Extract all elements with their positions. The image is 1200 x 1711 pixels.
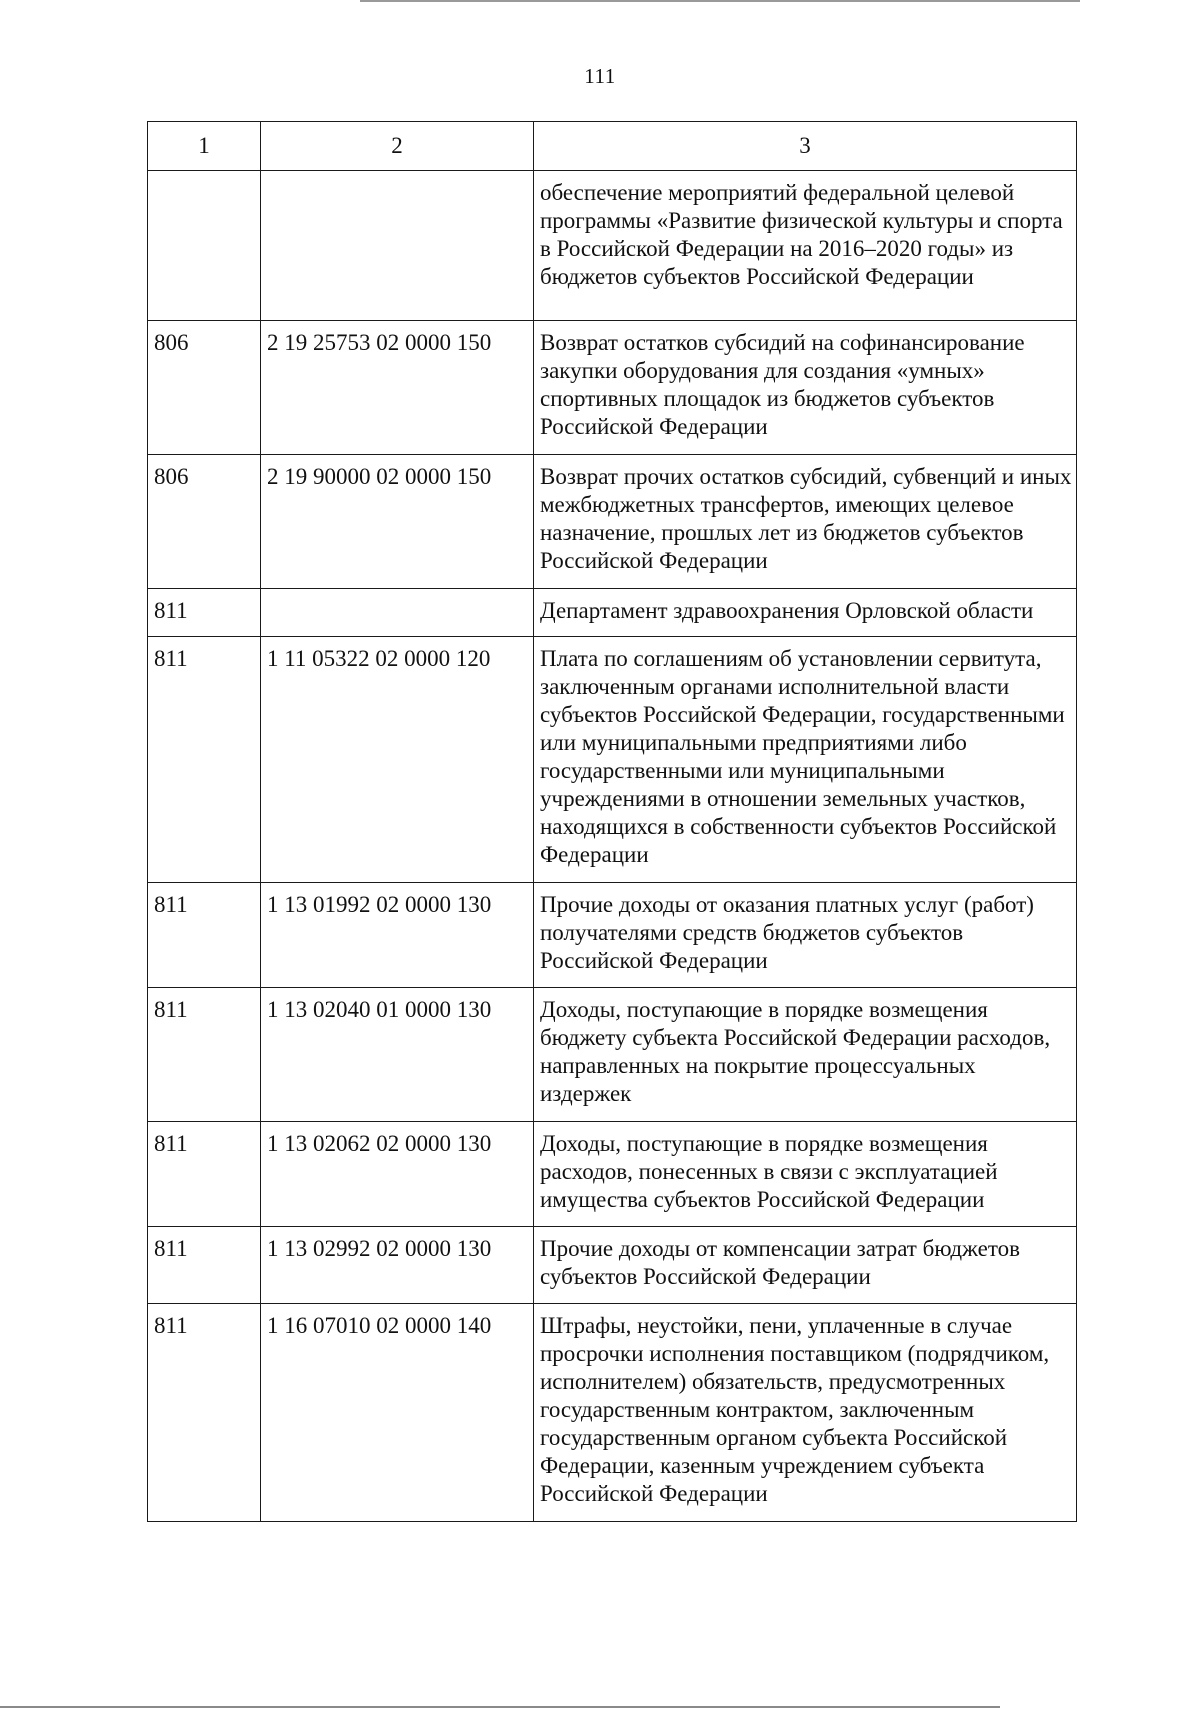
table-row xyxy=(148,1227,1077,1304)
revenue-code-cell: 2 19 90000 02 0000 150 xyxy=(261,455,534,589)
revenue-code-cell: 2 19 25753 02 0000 150 xyxy=(261,321,534,455)
admin-code-cell: 811 xyxy=(148,637,261,883)
table-row xyxy=(148,171,1077,321)
scan-bottom-edge xyxy=(0,1706,1000,1708)
admin-code-cell: 811 xyxy=(148,1227,261,1304)
revenue-code-cell: 1 13 02062 02 0000 130 xyxy=(261,1122,534,1227)
admin-code-cell: 811 xyxy=(148,988,261,1122)
description-cell: Возврат прочих остатков субсидий, субвенций и иных межбюджетных трансфертов, имеющих целевое назначение, прошлых лет из бюджетов субъектов Российской Федерации xyxy=(534,455,1077,589)
table-row xyxy=(148,589,1077,637)
admin-code-cell xyxy=(148,171,261,321)
column-header-1: 1 xyxy=(148,122,261,171)
description-cell: Прочие доходы от компенсации затрат бюджетов субъектов Российской Федерации xyxy=(534,1227,1077,1304)
table-row xyxy=(148,321,1077,455)
table-row xyxy=(148,1122,1077,1227)
table-row xyxy=(148,455,1077,589)
admin-code-cell: 806 xyxy=(148,321,261,455)
scan-top-edge xyxy=(360,0,1080,2)
department-name-cell: Департамент здравоохранения Орловской области xyxy=(534,589,1077,637)
revenue-code-cell xyxy=(261,589,534,637)
revenue-code-cell: 1 13 02040 01 0000 130 xyxy=(261,988,534,1122)
revenue-code-cell: 1 13 02992 02 0000 130 xyxy=(261,1227,534,1304)
admin-code-cell: 811 xyxy=(148,883,261,988)
table-header-row xyxy=(148,122,1077,171)
table-row xyxy=(148,637,1077,883)
admin-code-cell: 811 xyxy=(148,589,261,637)
column-header-3: 3 xyxy=(534,122,1077,171)
admin-code-cell: 811 xyxy=(148,1304,261,1522)
revenue-codes-table xyxy=(147,121,1077,1522)
page-number: 111 xyxy=(584,64,616,88)
table-row xyxy=(148,988,1077,1122)
description-cell: Доходы, поступающие в порядке возмещения расходов, понесенных в связи с эксплуатацией имущества субъектов Российской Федерации xyxy=(534,1122,1077,1227)
description-cell: Возврат остатков субсидий на софинансирование закупки оборудования для создания «умных» спортивных площадок из бюджетов субъектов Российской Федерации xyxy=(534,321,1077,455)
admin-code-cell: 811 xyxy=(148,1122,261,1227)
description-cell: обеспечение мероприятий федеральной целевой программы «Развитие физической культуры и спорта в Российской Федерации на 2016–2020 годы» из бюджетов субъектов Российской Федерации xyxy=(534,171,1077,321)
revenue-code-cell: 1 13 01992 02 0000 130 xyxy=(261,883,534,988)
admin-code-cell: 806 xyxy=(148,455,261,589)
description-cell: Плата по соглашениям об установлении сервитута, заключенным органами исполнительной власти субъектов Российской Федерации, государственными или муниципальными предприятиями либо государственными или муниципальными учреждениями в отношении земельных участков, находящихся в собственности субъектов Российской Федерации xyxy=(534,637,1077,883)
revenue-code-cell xyxy=(261,171,534,321)
description-cell: Штрафы, неустойки, пени, уплаченные в случае просрочки исполнения поставщиком (подрядчиком, исполнителем) обязательств, предусмотренных государственным контрактом, заключенным государственным органом субъекта Российской Федерации, казенным учреждением субъекта Российской Федерации xyxy=(534,1304,1077,1522)
revenue-code-cell: 1 11 05322 02 0000 120 xyxy=(261,637,534,883)
revenue-code-cell: 1 16 07010 02 0000 140 xyxy=(261,1304,534,1522)
column-header-2: 2 xyxy=(261,122,534,171)
table-row xyxy=(148,883,1077,988)
table-row xyxy=(148,1304,1077,1522)
description-cell: Прочие доходы от оказания платных услуг (работ) получателями средств бюджетов субъектов Российской Федерации xyxy=(534,883,1077,988)
description-cell: Доходы, поступающие в порядке возмещения бюджету субъекта Российской Федерации расходов, направленных на покрытие процессуальных издержек xyxy=(534,988,1077,1122)
